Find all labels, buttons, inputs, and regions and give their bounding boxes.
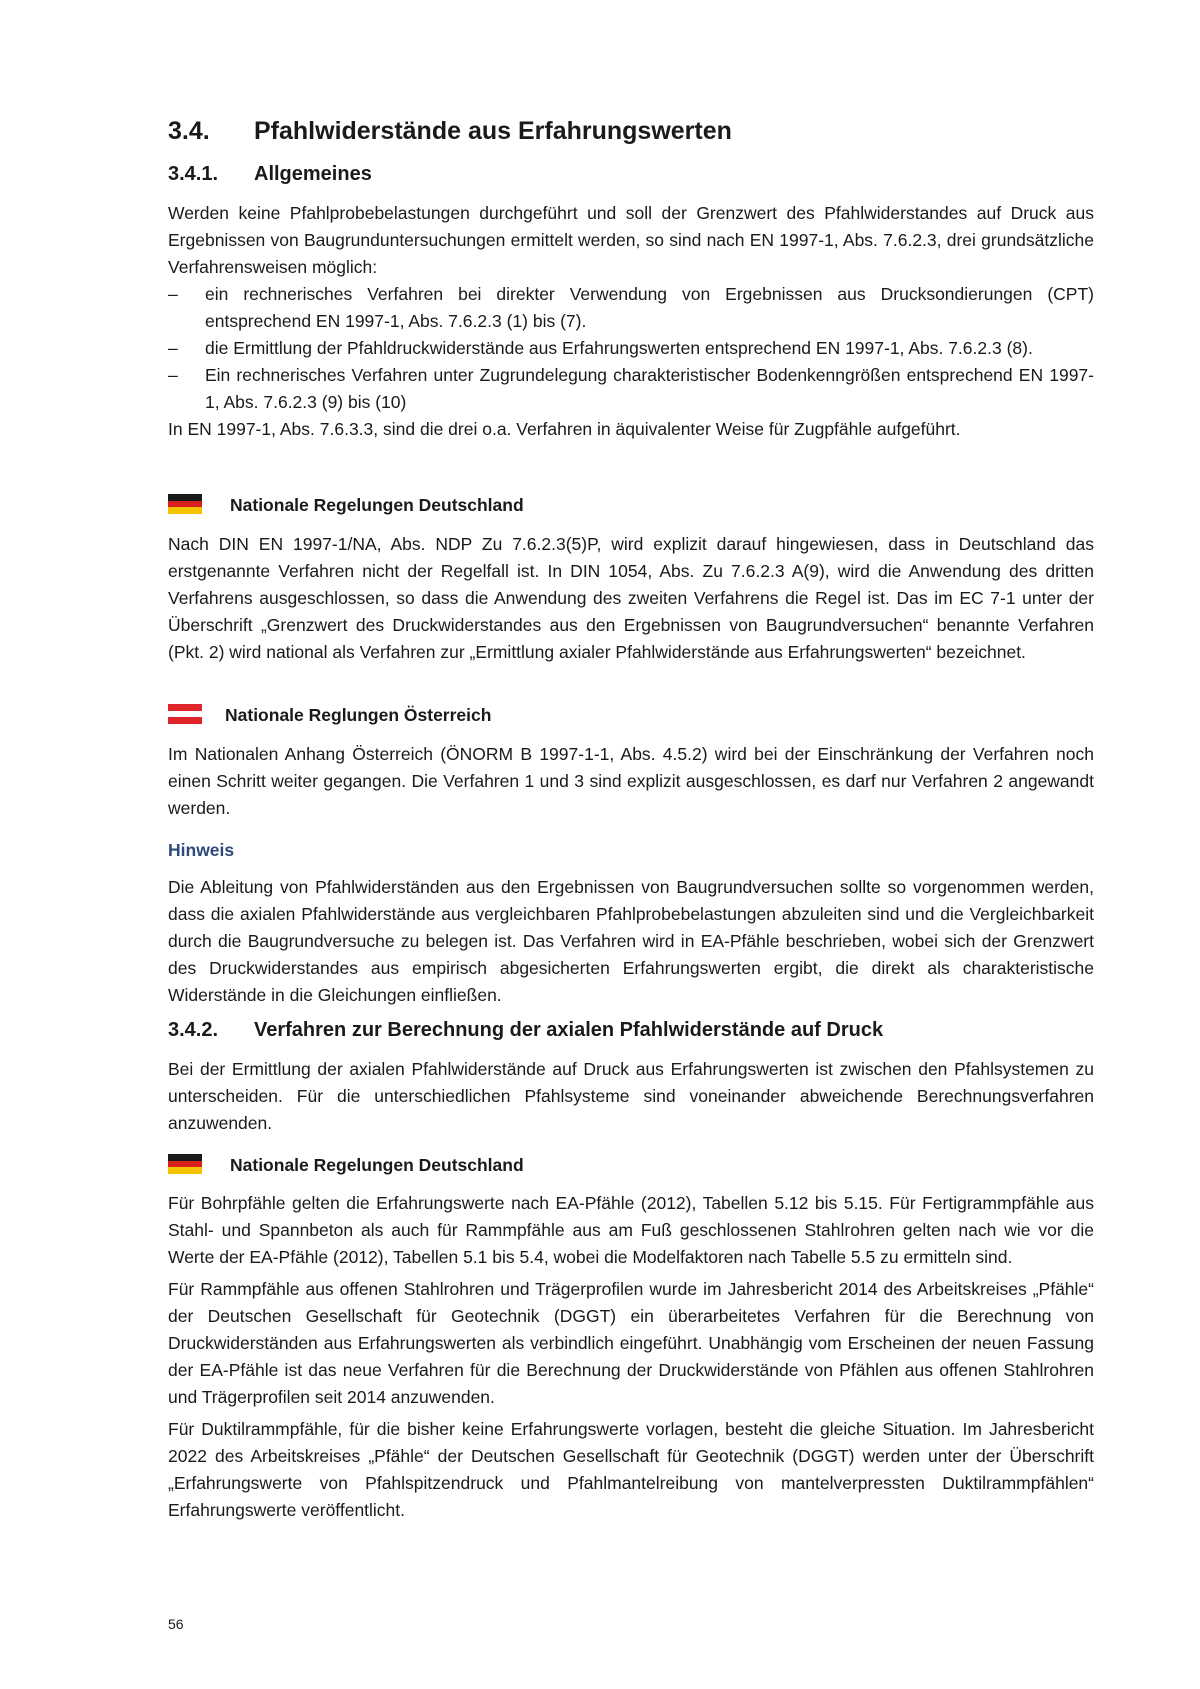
verfahren-body	[168, 1056, 1094, 1137]
list-item: – ein rechnerisches Verfahren bei direkter Verwendung von Ergebnissen aus Drucksondierungen (CPT) entsprechend EN 1997-1, Abs. 7.6.2.3 (1) bis (7).	[168, 281, 1094, 335]
list-item: – die Ermittlung der Pfahldruckwiderstände aus Erfahrungswerten entsprechend EN 1997-1, Abs. 7.6.2.3 (8).	[168, 335, 1094, 362]
national-de-label: Nationale Regelungen Deutschland	[230, 1155, 524, 1175]
national-de-body-2	[168, 1190, 1094, 1524]
subsection-title: Allgemeines	[254, 163, 372, 185]
national-de-label: Nationale Regelungen Deutschland	[230, 495, 524, 515]
subsection-number: 3.4.2.	[168, 1019, 219, 1041]
national-at-label: Nationale Reglungen Österreich	[225, 705, 492, 725]
paragraph: Für Duktilrammpfähle, für die bisher keine Erfahrungswerte vorlagen, besteht die gleiche Situation. Im Jahresbericht 2022 des Arbeitskreises „Pfähle“ der Deutschen Gesellschaft für Geotechnik (DGGT) werden unter der Überschrift „Erfahrungswerte von Pfahlspitzendruck und Pfahlmantelreibung von mantelverpressten Duktilrammpfählen“ Erfahrungswerte veröffentlicht.	[168, 1419, 1094, 1520]
hinweis-text: Die Ableitung von Pfahlwiderständen aus den Ergebnissen von Baugrundversuchen sollte so vorgenommen werden, dass die axialen Pfahlwiderstände aus vergleichbaren Pfahlprobebelastungen abzuleiten sind und die Vergleichbarkeit durch die Baugrundversuche zu belegen ist. Das Verfahren wird in EA-Pfähle beschrieben, wobei sich der Grenzwert des Druckwiderstandes aus empirisch abgesicherten Erfahrungswerten ergibt, die direkt als charakteristische Widerstände in die Gleichungen einfließen.	[168, 877, 1094, 1005]
national-at-text: Im Nationalen Anhang Österreich (ÖNORM B 1997-1-1, Abs. 4.5.2) wird bei der Einschränkung der Verfahren noch einen Schritt weiter gegangen. Die Verfahren 1 und 3 sind explizit ausgeschlossen, es darf nur Verfahren 2 angewandt werden.	[168, 744, 1094, 818]
subsection-heading-allgemeines	[168, 160, 1094, 188]
national-at-heading	[168, 701, 1094, 729]
hinweis-body	[168, 874, 1094, 1009]
national-de-heading	[168, 491, 1094, 519]
germany-flag-icon	[168, 494, 202, 514]
verfahren-intro: Bei der Ermittlung der axialen Pfahlwiderstände auf Druck aus Erfahrungswerten ist zwischen den Pfahlsystemen zu unterscheiden. Für die unterschiedlichen Pfahlsysteme sind voneinander abweichende Berechnungsverfahren anzuwenden.	[168, 1059, 1094, 1133]
national-at-body	[168, 741, 1094, 822]
allgemeines-intro: Werden keine Pfahlprobebelastungen durchgeführt und soll der Grenzwert des Pfahlwiderstandes auf Druck aus Ergebnissen von Baugrunduntersuchungen ermittelt werden, so sind nach EN 1997-1, Abs. 7.6.2.3, drei grundsätzliche Verfahrensweisen möglich:	[168, 203, 1094, 277]
allgemeines-body	[168, 200, 1094, 443]
subsection-number: 3.4.1.	[168, 163, 219, 185]
page-number: 56	[168, 1616, 184, 1632]
austria-flag-icon	[168, 704, 202, 724]
germany-flag-icon	[168, 1154, 202, 1174]
subsection-title: Verfahren zur Berechnung der axialen Pfahlwiderstände auf Druck	[254, 1019, 884, 1041]
list-item: – Ein rechnerisches Verfahren unter Zugrundelegung charakteristischer Bodenkenngrößen entsprechend EN 1997-1, Abs. 7.6.2.3 (9) bis (10)	[168, 362, 1094, 416]
hinweis-label: Hinweis	[168, 840, 235, 860]
national-de-text: Nach DIN EN 1997-1/NA, Abs. NDP Zu 7.6.2.3(5)P, wird explizit darauf hingewiesen, dass in Deutschland das erstgenannte Verfahren nicht der Regelfall ist. In DIN 1054, Abs. Zu 7.6.2.3 A(9), wird die Anwendung des dritten Verfahrens ausgeschlossen, so dass die Anwendung des zweiten Verfahrens die Regel ist. Das im EC 7-1 unter der Überschrift „Grenzwert des Druckwiderstandes aus den Ergebnissen von Baugrundversuchen“ benannte Verfahren (Pkt. 2) wird national als Verfahren zur „Ermittlung axialer Pfahlwiderstände aus Erfahrungswerten“ bezeichnet.	[168, 534, 1094, 662]
section-title: Pfahlwiderstände aus Erfahrungswerten	[254, 117, 732, 145]
national-de-body	[168, 531, 1094, 666]
section-number: 3.4.	[168, 117, 210, 145]
national-de-heading-2	[168, 1151, 1094, 1179]
subsection-heading-verfahren	[168, 1016, 1094, 1044]
paragraph: Für Rammpfähle aus offenen Stahlrohren und Trägerprofilen wurde im Jahresbericht 2014 des Arbeitskreises „Pfähle“ der Deutschen Gesellschaft für Geotechnik (DGGT) ein überarbeitetes Verfahren für die Berechnung von Druckwiderständen aus Erfahrungswerten als verbindlich eingeführt. Unabhängig vom Erscheinen der neuen Fassung der EA-Pfähle ist das neue Verfahren für die Berechnung der Druckwiderstände von Pfählen aus offenen Stahlrohren und Trägerprofilen seit 2014 anzuwenden.	[168, 1279, 1094, 1407]
section-heading	[168, 114, 1094, 148]
allgemeines-after-list: In EN 1997-1, Abs. 7.6.3.3, sind die drei o.a. Verfahren in äquivalenter Weise für Zugpfähle aufgeführt.	[168, 419, 961, 439]
paragraph: Für Bohrpfähle gelten die Erfahrungswerte nach EA-Pfähle (2012), Tabellen 5.12 bis 5.15. Für Fertigrammpfähle aus Stahl- und Spannbeton als auch für Rammpfähle aus am Fuß geschlossenen Stahlrohren gelten nach wie vor die Werte der EA-Pfähle (2012), Tabellen 5.1 bis 5.4, wobei die Modelfaktoren nach Tabelle 5.5 zu ermitteln sind.	[168, 1193, 1094, 1267]
verfahren-list	[168, 281, 1094, 416]
